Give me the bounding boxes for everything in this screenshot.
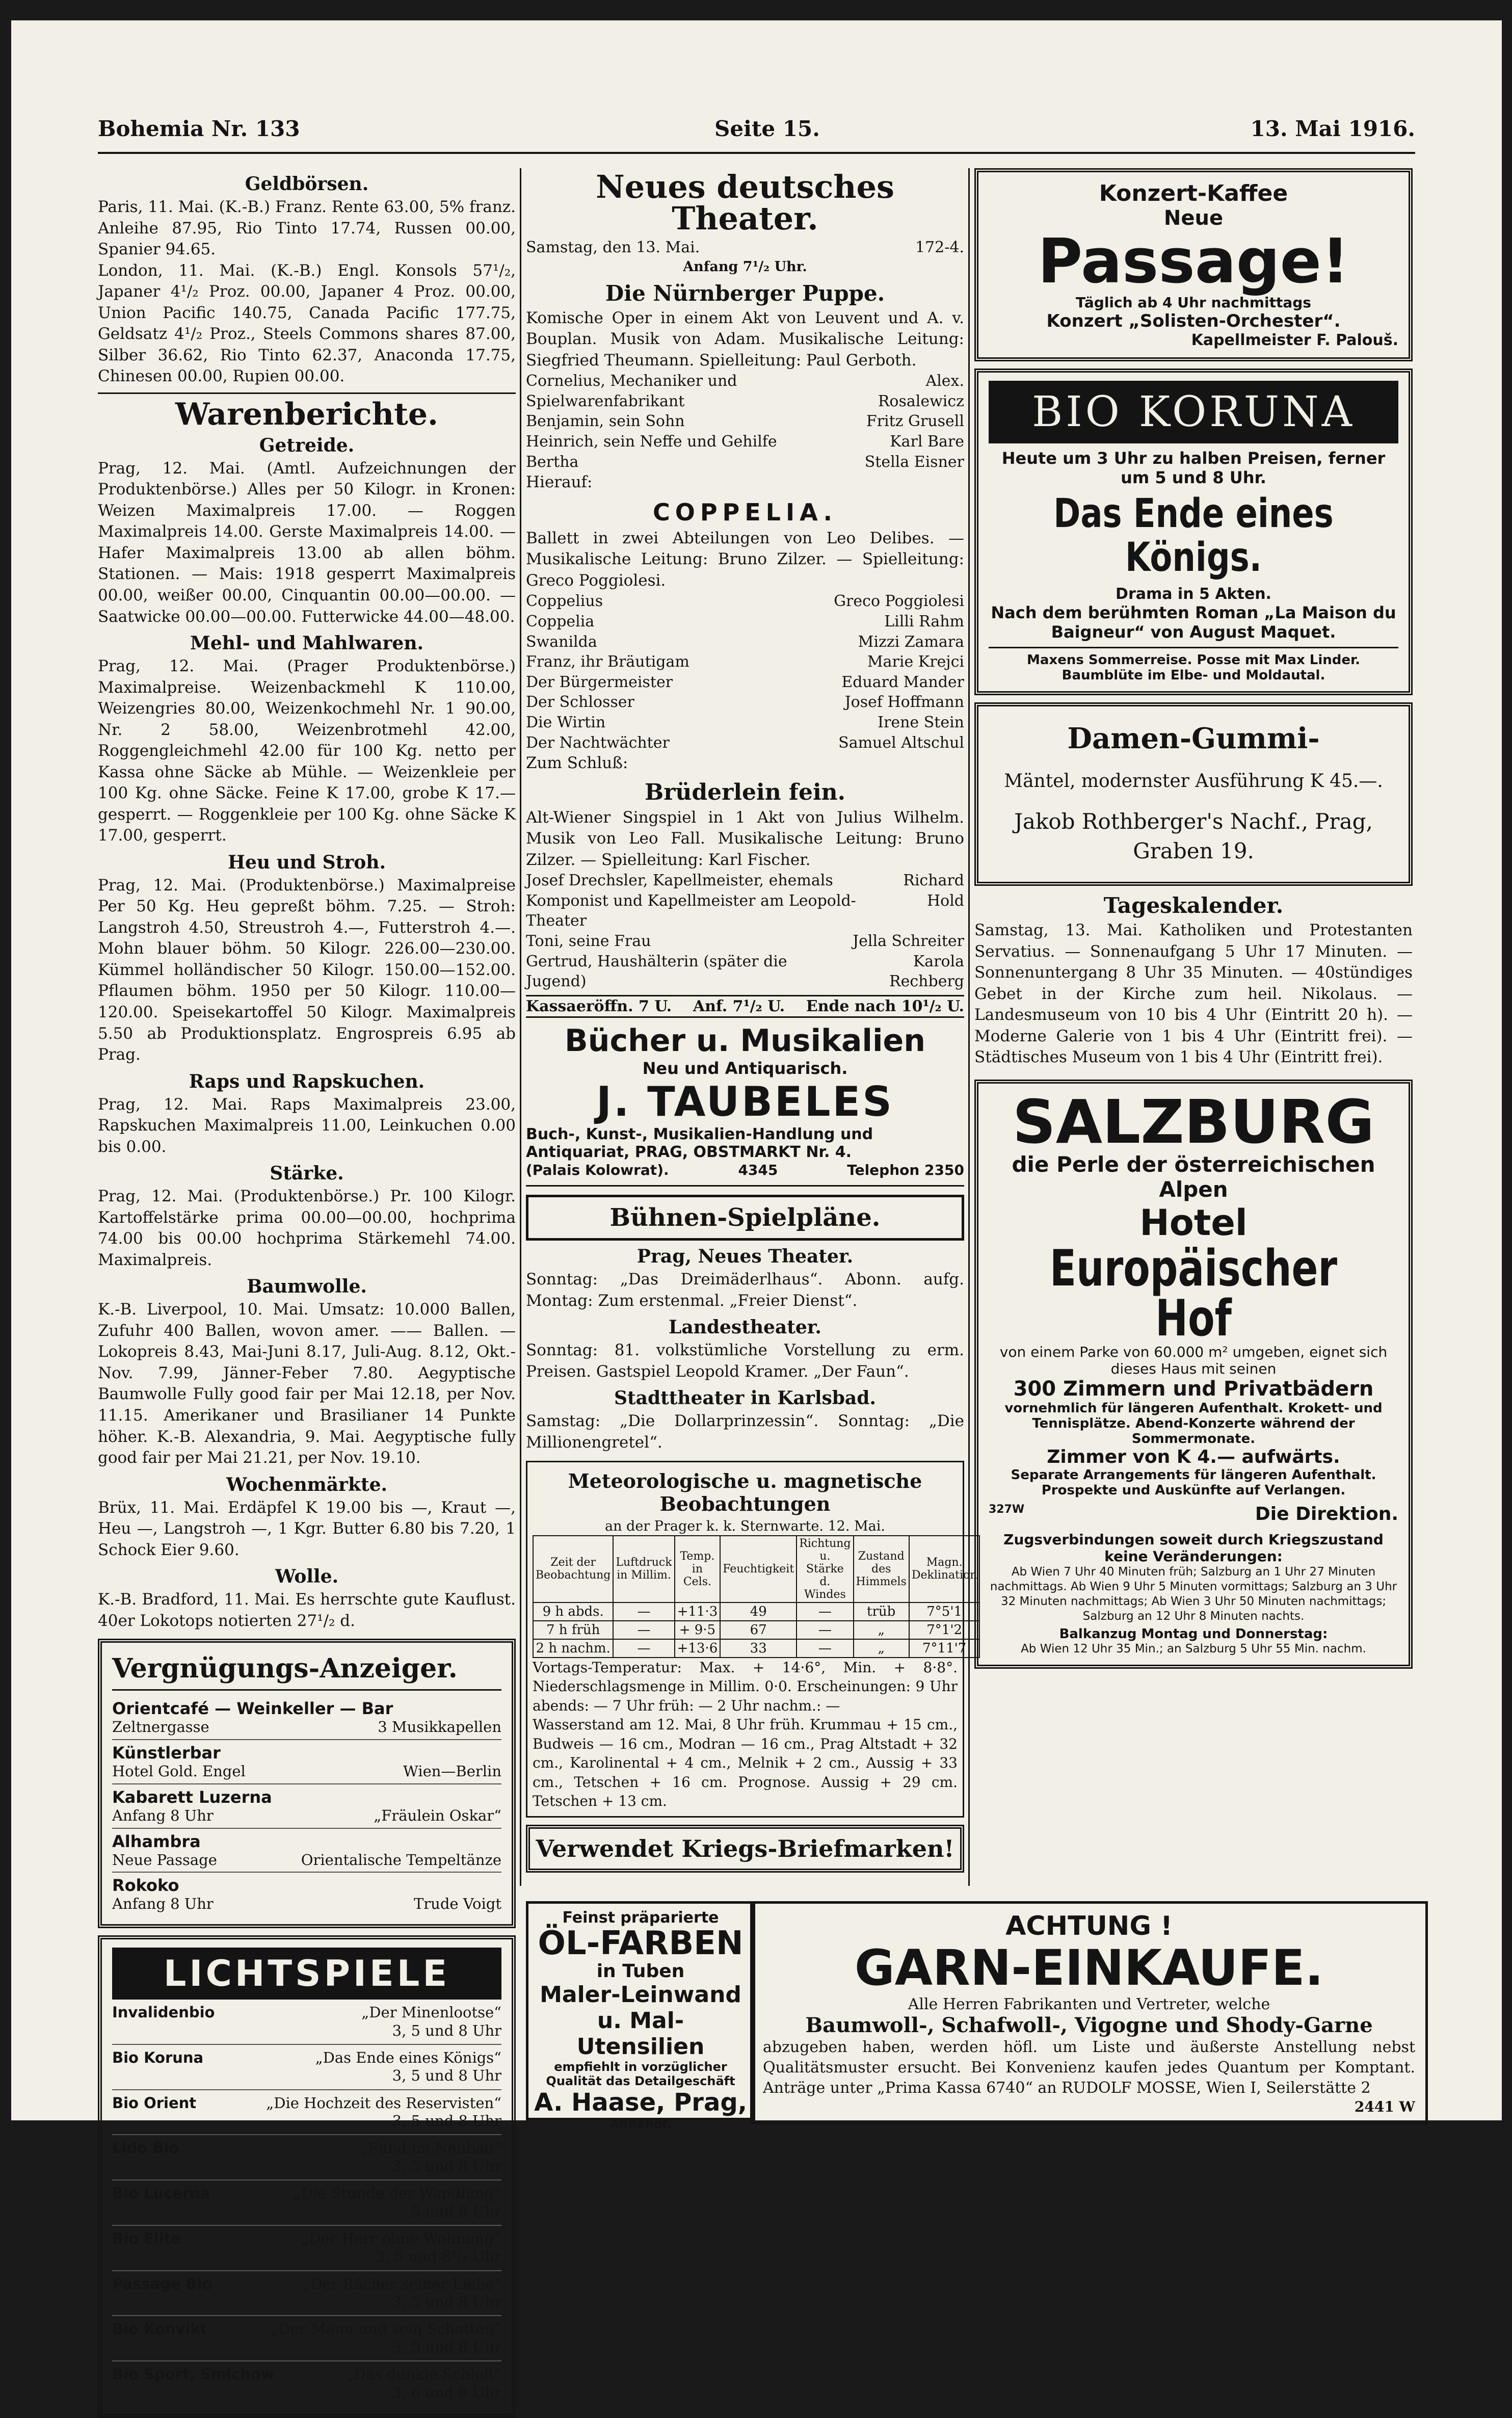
cast-role: Der Nachtwächter <box>526 733 670 752</box>
salzburg-line1: von einem Parke von 60.000 m² umgeben, eignet sich dieses Haus mit seinen <box>999 1343 1388 1377</box>
salzburg-direktion: Die Direktion. <box>1255 1503 1398 1525</box>
table-cell: — <box>797 1602 853 1621</box>
salzburg-hotel: Hotel <box>1139 1201 1248 1244</box>
cinema-film: „Das Ende eines Königs“ <box>315 2048 501 2066</box>
salzburg-ad <box>974 1080 1413 1669</box>
wolle-heading: Wolle. <box>275 1566 339 1588</box>
column-theater <box>526 168 977 1886</box>
damen-gummi-ad <box>974 702 1413 886</box>
mehl-heading: Mehl- und Mahlwaren. <box>190 633 424 654</box>
raps-text: Prag, 12. Mai. Raps Maximalpreis 23.00, Rapskuchen Maximalpreis 11.00, Leinkuchen 0.00 bis 0.00. <box>98 1095 516 1156</box>
cast-role: Gertrud, Haushälterin (später die Jugend) <box>526 952 787 991</box>
salzburg-line3: vornehmlich für längeren Aufenthalt. Krokett- und Tennisplätze. Abend-Konzerte während der Sommermonate. <box>1004 1400 1383 1447</box>
bio-line4: Maxens Sommerreise. Posse mit Max Linder. Baumblüte im Elbe- und Moldautal. <box>989 647 1398 683</box>
meteo-col-time: Zeit der Beobachtung <box>533 1536 613 1602</box>
venue-info: Wien—Berlin <box>403 1763 501 1780</box>
theater-ende: Ende nach 10¹/₂ U. <box>806 997 964 1015</box>
salzburg-title: SALZBURG <box>1012 1086 1375 1157</box>
meteo-col-temp: Temp. in Cels. <box>675 1536 721 1602</box>
prag-theater-heading: Prag, Neues Theater. <box>636 1246 854 1268</box>
oel-line1: Feinst präparierte <box>562 1909 719 1927</box>
cinema-entry <box>112 2316 501 2361</box>
passage-line5: Konzert „Solisten-Orchester“. <box>1046 311 1341 331</box>
kriegs-briefmarken-box <box>526 1825 964 1873</box>
cinema-film: „Der Mann und sein Schatten“ <box>271 2320 501 2338</box>
cinema-name: Passage Bio <box>112 2275 213 2293</box>
venue-name: Alhambra <box>112 1831 201 1851</box>
cinema-times: 3, 5 und 8 Uhr <box>392 2067 501 2085</box>
divider <box>98 392 516 394</box>
cinema-name: Lido Bio <box>112 2139 179 2157</box>
wasserstand-text: Wasserstand am 12. Mai, 8 Uhr früh. Krummau + 15 cm., Budweis — 16 cm., Modran — 16 cm., Prag Altstadt + 32 cm., Karolinental + 4 cm., Melnik + 2 cm., Aussig + 33 cm., Tetschen + 16 cm. Prognose. Aussig + 29 cm. Tetschen + 13 cm. <box>533 1716 958 1810</box>
cast-role: Toni, seine Frau <box>526 932 651 951</box>
venue-location: Zeltnergasse <box>112 1718 209 1736</box>
salzburg-line2: 300 Zimmern und Privatbädern <box>1013 1377 1374 1401</box>
bio-line1: Heute um 3 Uhr zu halben Preisen, ferner um 5 und 8 Uhr. <box>1001 449 1386 487</box>
landestheater-text: Sonntag: 81. volkstümliche Vorstellung zu erm. Preisen. Gastspiel Leopold Kramer. „Der Faun“. <box>526 1341 964 1381</box>
oel-line7: A. Haase, Prag, <box>534 2088 747 2117</box>
header-issue: Bohemia Nr. 133 <box>98 116 300 141</box>
salzburg-subtitle: die Perle der österreichischen Alpen <box>1012 1151 1375 1202</box>
wochenmaerkte-heading: Wochenmärkte. <box>226 1474 388 1495</box>
cast-actor: Jella Schreiter <box>853 932 964 951</box>
baumwolle-text: K.-B. Liverpool, 10. Mai. Umsatz: 10.000 Ballen, Zufuhr 400 Ballen, wovon amer. —— Ballen. — Lokopreis 8.43, Mai-Juni 8.17, Juli-Aug. 8.12, Okt.-Nov. 7.99, Jänner-Feber 7.80. Aegyptische Baumwolle Fully good fair per Mai 12.18, per Nov. 11.15. Amerikaner und Brasilianer 14 Punkte höher. K.-B. Alexandria, 9. Mai. Aegyptische fully good fair per Mai 21.21, per Nov. 19.10. <box>98 1300 516 1467</box>
taubeles-desc: Buch-, Kunst-, Musikalien-Handlung und Antiquariat, PRAG, OBSTMARKT Nr. 4. <box>526 1125 873 1162</box>
bruederlein-title: Brüderlein fein. <box>645 779 845 805</box>
cinema-name: Bio Elite <box>112 2229 181 2247</box>
bruederlein-desc: Alt-Wiener Singspiel in 1 Akt von Julius Wilhelm. Musik von Leo Fall. Musikalische Leitung: Bruno Zilzer. — Spielleitung: Karl Fischer. <box>526 808 964 869</box>
table-cell: — <box>797 1621 853 1639</box>
vergnuegung-entry <box>112 1696 501 1740</box>
buehnen-heading: Bühnen-Spielpläne. <box>609 1203 881 1232</box>
cast-role: Die Wirtin <box>526 713 606 731</box>
oel-line8: Annahof. <box>609 2117 672 2132</box>
cast-role: Coppelia <box>526 612 595 630</box>
nuernberger-desc: Komische Oper in einem Akt von Leuvent und A. v. Bouplan. Musik von Adam. Musikalische Leitung: Siegfried Theumann. Spielleitung: Paul Gerboth. <box>526 308 964 370</box>
baumwolle-heading: Baumwolle. <box>247 1276 367 1298</box>
cast-actor: Fritz Grusell <box>866 412 964 431</box>
heu-text: Prag, 12. Mai. (Produktenbörse.) Maximalpreise Per 50 Kg. Heu gepreßt böhm. 7.25. — Stroh: Langstroh 4.50, Streustroh 4.—, Futterstroh 4.—. Mohn blauer böhm. 50 Kilogr. 226.00—230.00. Kümmel holländischer 50 Kilogr. 150.00—152.00. Pflaumen böhm. 1950 per 50 Kilogr. 110.00—120.00. Speisekartoffel 50 Kilogr. Maximalpreis 5.50 ab Produktionsplatz. Engrospreis 6.95 ab Prag. <box>98 876 516 1064</box>
column-finance <box>98 168 516 2401</box>
table-cell: — <box>613 1602 674 1621</box>
prag-theater-text: Sonntag: „Das Dreimäderlhaus“. Abonn. aufg. Montag: Zum erstenmal. „Freier Dienst“. <box>526 1270 964 1310</box>
cast-actor: Alex. Rosalewicz <box>878 372 964 410</box>
vergnuegung-entry <box>112 1873 501 1916</box>
vergnuegungs-anzeiger <box>98 1639 516 1928</box>
cast-actor: Karola Rechberg <box>889 952 964 991</box>
cinema-entry <box>112 2045 501 2090</box>
damen-line1: Mäntel, modernster Ausführung K 45.—. <box>1004 770 1383 792</box>
cinema-film: „Der Minenlootse“ <box>361 2004 501 2021</box>
wochenmaerkte-text: Brüx, 11. Mai. Erdäpfel K 19.00 bis —, Kraut —, Heu —, Langstroh —, 1 Kgr. Butter 6.80 bis 7.20, 1 Schock Eier 9.60. <box>98 1498 516 1559</box>
lichtspiele-box <box>98 1935 516 2418</box>
meteo-col-humidity: Feuchtigkeit <box>720 1536 797 1602</box>
table-cell: trüb <box>854 1602 909 1621</box>
geldboersen-heading: Geldbörsen. <box>245 173 369 195</box>
cast-role: Franz, ihr Bräutigam <box>526 653 689 671</box>
garn-title: GARN-EINKAUFE. <box>854 1939 1324 1996</box>
passage-title: Passage! <box>1038 226 1349 297</box>
cinema-film: „Die Hochzeit des Reservisten“ <box>266 2094 501 2112</box>
cast-actor: Stella Eisner <box>864 453 964 471</box>
bio-line3: Nach dem berühmten Roman „La Maison du Baigneur“ von August Maquet. <box>991 602 1396 642</box>
table-cell: — <box>613 1639 674 1658</box>
cinema-entry <box>112 2271 501 2317</box>
table-cell: „ <box>854 1639 909 1658</box>
cinema-name: Invalidenbio <box>112 2004 215 2021</box>
cinema-times: 3, 5 und 8 Uhr <box>392 2112 501 2130</box>
venue-location: Neue Passage <box>112 1851 217 1869</box>
meteo-header-row <box>533 1536 979 1602</box>
newspaper-page <box>11 20 1502 2401</box>
meteo-col-sky: Zustand des Himmels <box>854 1536 909 1602</box>
kriegs-briefmarken: Verwendet Kriegs-Briefmarken! <box>536 1834 954 1862</box>
garn-achtung: ACHTUNG ! <box>1005 1911 1173 1941</box>
venue-name: Orientcafé — Weinkeller — Bar <box>112 1699 393 1719</box>
coppelia-desc: Ballett in zwei Abteilungen von Leo Delibes. — Musikalische Leitung: Bruno Zilzer. — Spielleitung: Greco Poggiolesi. <box>526 529 964 590</box>
table-cell: 7°11'7 <box>909 1639 980 1658</box>
salzburg-hotel-name: Europäischer Hof <box>1049 1239 1338 1348</box>
salzburg-number: 327W <box>989 1503 1025 1516</box>
salzburg-line5: Separate Arrangements für längeren Aufenthalt. Prospekte und Auskünfte auf Verlangen. <box>1011 1467 1376 1498</box>
vergnuegung-entry <box>112 1784 501 1829</box>
cinema-name: Bio Sport, Smichow <box>112 2366 275 2383</box>
coppelia-title: COPPELIA. <box>652 498 838 526</box>
meteo-col-declination: Magn. Deklination <box>909 1536 980 1602</box>
cinema-film: „Das dunkle Schloß“ <box>346 2366 501 2383</box>
cast-actor: Greco Poggiolesi <box>834 592 964 611</box>
damen-line2: Jakob Rothberger's Nachf., Prag, Graben 19. <box>1014 808 1373 864</box>
cinema-name: Bio Lucerna <box>112 2185 210 2202</box>
geldboersen-paris: Paris, 11. Mai. (K.-B.) Franz. Rente 63.00, 5% franz. Anleihe 87.95, Rio Tinto 17.74, Russen 00.00, Spanier 94.65. <box>98 198 516 259</box>
cinema-name: Bio Koruna <box>112 2048 204 2066</box>
venue-name: Rokoko <box>112 1876 179 1896</box>
salzburg-zug-text: Ab Wien 7 Uhr 40 Minuten früh; Salzburg an 1 Uhr 27 Minuten nachmittags. Ab Wien 9 Uhr 5 Minuten vormittags; Salzburg an 3 Uhr 32 Minuten nachmittags; Ab Wien 3 Uhr 50 Minuten nachmittags; Salzburg an 12 Uhr 8 Minuten nachts. <box>990 1565 1397 1623</box>
cinema-film: „Der Herr ohne Wohnung“ <box>301 2229 501 2247</box>
venue-info: Trude Voigt <box>413 1895 501 1913</box>
salzburg-balkan-text: Ab Wien 12 Uhr 35 Min.; an Salzburg 5 Uhr 55 Min. nachm. <box>1021 1642 1366 1656</box>
staerke-heading: Stärke. <box>270 1163 344 1185</box>
meteo-col-pressure: Luftdruck in Millim. <box>613 1536 674 1602</box>
cinema-times: 3, 5 und 8 Uhr <box>392 2021 501 2039</box>
passage-line2: Neue <box>1163 206 1224 230</box>
karlsbad-text: Samstag: „Die Dollarprinzessin“. Sonntag: „Die Millionengretel“. <box>526 1412 964 1452</box>
taubeles-ad <box>526 1018 964 1187</box>
bio-koruna-ad <box>974 369 1413 695</box>
venue-info: Orientalische Tempeltänze <box>301 1851 501 1869</box>
oel-farben-ad <box>526 1901 755 2132</box>
cast-actor: Lilli Rahm <box>884 612 964 630</box>
cinema-film: „Der Rächer seiner Liebe“ <box>303 2275 501 2293</box>
heu-heading: Heu und Stroh. <box>228 851 386 873</box>
cinema-times: 5 und 8 Uhr <box>411 2202 501 2220</box>
oel-line5: u. Mal-Utensilien <box>576 2008 705 2060</box>
nuernberger-title: Die Nürnberger Puppe. <box>605 280 885 306</box>
taubeles-name: J. TAUBELES <box>596 1078 894 1126</box>
cinema-name: Bio Orient <box>112 2094 197 2112</box>
karlsbad-heading: Stadttheater in Karlsbad. <box>614 1387 876 1409</box>
divider <box>112 1689 501 1691</box>
meteo-subheading: an der Prager k. k. Sternwarte. 12. Mai. <box>604 1518 885 1534</box>
tageskalender-heading: Tageskalender. <box>1103 893 1284 918</box>
oel-line4: Maler-Leinwand <box>540 1982 741 2008</box>
buehnen-heading-box <box>526 1195 964 1241</box>
cast-actor: Josef Hoffmann <box>844 693 964 712</box>
oel-line3: in Tuben <box>596 1961 685 1982</box>
cinema-film: „Die Stunde der Wandlung“ <box>293 2185 501 2202</box>
header-date: 13. Mai 1916. <box>1250 116 1415 141</box>
warenberichte-heading: Warenberichte. <box>175 396 438 432</box>
buecher-sub: Neu und Antiquarisch. <box>642 1059 848 1079</box>
cast-role: Coppelius <box>526 592 603 611</box>
garn-line3: Alle Herren Fabrikanten und Vertreter, welche <box>908 1995 1270 2013</box>
cast-actor: Irene Stein <box>878 713 964 731</box>
cinema-times: 3, 5 und 8 Uhr <box>392 2293 501 2311</box>
tageskalender-text: Samstag, 13. Mai. Katholiken und Protestanten Servatius. — Sonnenaufgang 5 Uhr 17 Minuten. — Sonnenuntergang 8 Uhr 35 Minuten. — 40stündiges Gebet in der Kirche zum heil. Nikolaus. — Landesmuseum von 10 bis 4 Uhr (Eintritt 20 h). — Moderne Galerie von 1 bis 4 Uhr (Eintritt frei). — Städtisches Museum von 1 bis 4 Uhr (Eintritt frei). <box>974 921 1413 1067</box>
cinema-entry <box>112 2226 501 2271</box>
geldboersen-london: London, 11. Mai. (K.-B.) Engl. Konsols 57¹/₂, Japaner 4¹/₂ Proz. 00.00, Japaner 4 Proz. 00.00, Union Pacific 140.75, Canada Pacific 177.75, Geldsatz 4¹/₂ Proz., Steels Commons shares 87.00, Silber 36.62, Rio Tinto 62.37, Anaconda 17.75, Chinesen 00.00, Rupien 00.00. <box>98 261 516 386</box>
oel-line6: empfiehlt in vorzüglicher Qualität das Detailgeschäft <box>546 2060 735 2089</box>
cinema-entry <box>112 2090 501 2136</box>
table-cell: 49 <box>720 1602 797 1621</box>
vergnuegungs-heading: Vergnügungs-Anzeiger. <box>112 1653 458 1685</box>
table-cell: 7 h früh <box>533 1621 613 1639</box>
garn-line4: Baumwoll-, Schafwoll-, Vigogne und Shody-Garne <box>805 2013 1373 2037</box>
cast-actor: Eduard Mander <box>841 673 964 691</box>
venue-location: Anfang 8 Uhr <box>112 1895 214 1913</box>
theater-date: Samstag, den 13. Mai. <box>526 239 700 256</box>
page-header <box>98 107 1415 154</box>
vergnuegung-entry <box>112 1740 501 1784</box>
vergnuegung-entry <box>112 1829 501 1873</box>
staerke-text: Prag, 12. Mai. (Produktenbörse.) Pr. 100 Kilogr. Kartoffelstärke prima 00.00—00.00, hochprima 74.00 bis 00.00 hochprima Stärkemehl 74.00. Maximalpreis. <box>98 1187 516 1269</box>
meteo-table <box>533 1535 980 1658</box>
cast-actor: Mizzi Zamara <box>858 633 964 651</box>
cast-role: Swanilda <box>526 633 597 651</box>
cinema-entry <box>112 2135 501 2180</box>
header-page-number: Seite 15. <box>714 116 820 141</box>
column-ads <box>974 168 1413 1886</box>
table-cell: +13·6 <box>675 1639 721 1658</box>
theater-kassa: Kassaeröffn. 7 U. <box>526 997 672 1015</box>
cinema-times: 3, 5 und 8¹/₄ Uhr <box>375 2248 501 2266</box>
meteo-text: Vortags-Temperatur: Max. + 14·6°, Min. + 8·8°. Niederschlagsmenge in Millim. 0·0. Erscheinungen: 9 Uhr abends: — 7 Uhr früh: — 2 Uhr nachm.: — <box>533 1659 958 1714</box>
bio-line2: Drama in 5 Akten. <box>1116 585 1271 603</box>
wolle-text: K.-B. Bradford, 11. Mai. Es herrschte gute Kauflust. 40er Lokotops notierten 27¹/₂ d. <box>98 1590 516 1630</box>
table-cell: 67 <box>720 1621 797 1639</box>
venue-info: „Fräulein Oskar“ <box>374 1806 501 1824</box>
venue-info: 3 Musikkapellen <box>378 1718 501 1736</box>
damen-heading: Damen-Gummi- <box>1067 721 1320 755</box>
salzburg-zug-heading: Zugsverbindungen soweit durch Kriegszustand keine Veränderungen: <box>1003 1531 1384 1565</box>
lichtspiele-heading: LICHTSPIELE <box>112 1948 501 2000</box>
cast-role: Heinrich, sein Neffe und Gehilfe <box>526 433 777 451</box>
cast-actor: Samuel Altschul <box>838 733 964 752</box>
zum-schluss-label: Zum Schluß: <box>526 754 628 773</box>
table-cell: 9 h abds. <box>533 1602 613 1621</box>
cinema-times: 3, 6 und 8 Uhr <box>392 2383 501 2401</box>
cinema-entry <box>112 2000 501 2045</box>
cinema-times: 3, 5 und 8 Uhr <box>392 2338 501 2356</box>
bio-title: Das Ende eines Königs. <box>1053 491 1334 581</box>
salzburg-line4: Zimmer von K 4.— aufwärts. <box>1047 1446 1340 1467</box>
table-row <box>533 1621 979 1639</box>
landestheater-heading: Landestheater. <box>669 1317 821 1338</box>
table-cell: 2 h nachm. <box>533 1639 613 1658</box>
meteo-heading: Meteorologische u. magnetische Beobachtungen <box>568 1469 922 1515</box>
cast-role: Bertha <box>526 453 579 471</box>
cast-role: Cornelius, Mechaniker und Spielwarenfabrikant <box>526 372 737 410</box>
table-cell: 33 <box>720 1639 797 1658</box>
venue-name: Künstlerbar <box>112 1743 221 1763</box>
theater-heading: Neues deutsches Theater. <box>596 168 894 237</box>
oel-title: ÖL-FARBEN <box>538 1925 744 1962</box>
buecher-heading: Bücher u. Musikalien <box>565 1023 925 1059</box>
bio-koruna-logo: BIO KORUNA <box>989 381 1398 443</box>
garn-line5: abzugeben haben, werden höfl. um Liste und äußerste Anstellung nebst Qualitätsmuster ersucht. Bei Konvenienz kaufen jedes Quantum per Komptant. Anträge unter „Prima Kassa 6740“ an RUDOLF MOSSE, Wien I, Seilerstätte 2 <box>763 2038 1415 2097</box>
table-cell: — <box>797 1639 853 1658</box>
venue-name: Kabarett Luzerna <box>112 1787 272 1807</box>
cast-actor: Karl Bare <box>890 433 964 451</box>
theater-start: Anfang 7¹/₂ Uhr. <box>683 258 807 275</box>
taubeles-code: 4345 <box>738 1162 778 1179</box>
venue-location: Anfang 8 Uhr <box>112 1806 214 1824</box>
cast-role: Benjamin, sein Sohn <box>526 412 685 431</box>
cinema-times: 3, 5 und 8 Uhr <box>392 2157 501 2175</box>
taubeles-phone: Telephon 2350 <box>847 1162 964 1179</box>
table-row <box>533 1602 979 1621</box>
cinema-entry <box>112 2180 501 2226</box>
cinema-entry <box>112 2361 501 2406</box>
salzburg-balkan-heading: Balkanzug Montag und Donnerstag: <box>1059 1626 1328 1642</box>
passage-ad <box>974 168 1413 361</box>
passage-line6: Kapellmeister F. Palouš. <box>1191 331 1398 349</box>
table-row <box>533 1639 979 1658</box>
meteo-box <box>526 1461 977 1818</box>
table-cell: +11·3 <box>675 1602 721 1621</box>
cast-role: Josef Drechsler, Kapellmeister, ehemals Komponist und Kapellmeister am Leopold-Theater <box>526 872 856 930</box>
cast-actor: Marie Krejci <box>867 653 964 671</box>
table-cell: 7°5'1 <box>909 1602 980 1621</box>
table-cell: + 9·5 <box>675 1621 721 1639</box>
cast-role: Der Bürgermeister <box>526 673 673 691</box>
taubeles-address: (Palais Kolowrat). <box>526 1162 669 1179</box>
garn-number: 2441 W <box>1354 2098 1415 2116</box>
theater-number: 172-4. <box>915 239 964 256</box>
getreide-heading: Getreide. <box>259 434 355 456</box>
table-cell: 7°1'2 <box>909 1621 980 1639</box>
meteo-col-wind: Richtung u. Stärke d. Windes <box>797 1536 853 1602</box>
passage-line1: Konzert-Kaffee <box>1099 180 1288 206</box>
venue-location: Hotel Gold. Engel <box>112 1763 246 1780</box>
mehl-text: Prag, 12. Mai. (Prager Produktenbörse.) Maximalpreise. Weizenbackmehl K 110.00, Weizengries 80.00, Weizenkochmehl Nr. 1 90.00, Nr. 2 58.00, Weizenbrotmehl 42.00, Roggengleichmehl 42.00 für 100 Kg. netto per Kassa ohne Säcke ab Mühle. — Weizenkleie per 100 Kg. ohne Säcke. Feine K 17.00, grobe K 17.— gesperrt. — Roggenkleie per 100 Kg. ohne Säcke K 17.00, gesperrt. <box>98 657 516 845</box>
column-rule-1 <box>520 168 521 1886</box>
hierauf-label: Hierauf: <box>526 473 593 492</box>
cast-actor: Richard Hold <box>903 872 964 910</box>
cinema-name: Bio Konvikt <box>112 2320 207 2338</box>
raps-heading: Raps und Rapskuchen. <box>189 1070 425 1092</box>
passage-line4: Täglich ab 4 Uhr nachmittags <box>1076 294 1311 311</box>
cinema-film: „Fund im Neubau“ <box>360 2139 501 2157</box>
cast-role: Der Schlosser <box>526 693 634 712</box>
table-cell: — <box>613 1621 674 1639</box>
table-cell: „ <box>854 1621 909 1639</box>
garn-einkaufe-ad <box>750 1901 1428 2124</box>
theater-anfang: Anf. 7¹/₂ U. <box>693 997 785 1015</box>
getreide-text: Prag, 12. Mai. (Amtl. Aufzeichnungen der Produktenbörse.) Alles per 50 Kilogr. in Kronen: Weizen Maximalpreis 17.00. — Roggen Maximalpreis 14.00. Gerste Maximalpreis 14.00. — Hafer Maximalpreis 13.00 ab allen böhm. Stationen. — Mais: 1918 gesperrt Maximalpreis 00.00, weißer 00.00, Cinquantin 00.00—00.00. — Saatwicke 00.00—00.00. Futterwicke 44.00—48.00. <box>98 459 516 626</box>
